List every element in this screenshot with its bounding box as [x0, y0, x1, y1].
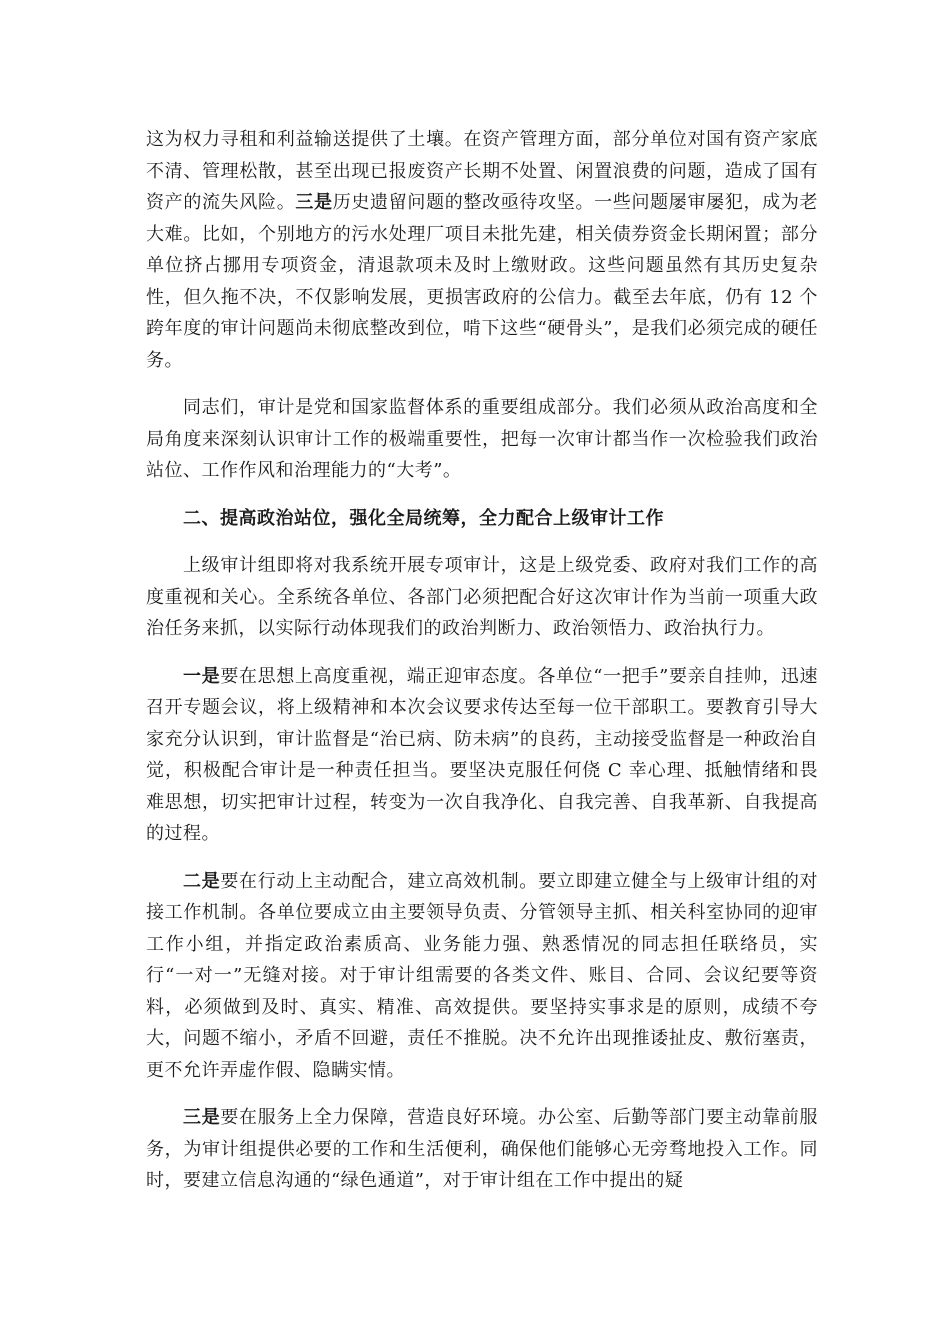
paragraph-comrades [146, 392, 818, 487]
paragraph-text: 这为权力寻租和利益输送提供了土壤。在资产管理方面，部分单位对国有资产家底不清、管理松散，甚至出现已报废资产长期不处置、闲置浪费的问题，造成了国有资产的流失风险。 [146, 129, 818, 213]
paragraph-text: 要在思想上高度重视，端正迎审态度。各单位“一把手”要亲自挂帅，迅速召开专题会议，将上级精神和本次会议要求传达至每一位干部职工。要教育引导大家充分认识到，审计监督是“治已病、防未病”的良药，主动接受监督是一种政治自觉，积极配合审计是一种责任担当。要坚决克服任何侥 C 幸心理、抵触情绪和畏难思想，切实把审计过程，转变为一次自我净化、自我完善、自我革新、自我提高的过程。 [146, 665, 819, 844]
section-heading [146, 503, 818, 535]
paragraph-intro [146, 550, 818, 645]
paragraph-lead-bold: 二是 [183, 870, 221, 892]
paragraph-lead-bold: 一是 [183, 665, 221, 687]
paragraph-text: 历史遗留问题的整改亟待攻坚。一些问题屡审屡犯，成为老大难。比如，个别地方的污水处理厂项目未批先建，相关债券资金长期闲置；部分单位挤占挪用专项资金，清退款项未及时上缴财政。这些问题虽然有其历史复杂性，但久拖不决，不仅影响发展，更损害政府的公信力。截至去年底，仍有 12 个跨年度的审计问题尚未彻底整改到位，啃下这些“硬骨头”，是我们必须完成的硬任务。 [146, 192, 819, 371]
paragraph-lead-bold: 三是 [295, 192, 333, 213]
paragraph-text: 上级审计组即将对我系统开展专项审计，这是上级党委、政府对我们工作的高度重视和关心。全系统各单位、各部门必须把配合好这次审计作为当前一项重大政治任务来抓，以实际行动体现我们的政治判断力、政治领悟力、政治执行力。 [146, 555, 818, 639]
paragraph-text: 要在行动上主动配合，建立高效机制。要立即建立健全与上级审计组的对接工作机制。各单位要成立由主要领导负责、分管领导主抓、相关科室协同的迎审工作小组，并指定政治素质高、业务能力强、熟悉情况的同志担任联络员，实行“一对一”无缝对接。对于审计组需要的各类文件、账目、合同、会议纪要等资料，必须做到及时、真实、精准、高效提供。要坚持实事求是的原则，成绩不夸大，问题不缩小，矛盾不回避，责任不推脱。决不允许出现推诿扯皮、敷衍塞责，更不允许弄虚作假、隐瞒实情。 [146, 870, 819, 1081]
document-page [146, 124, 818, 1213]
paragraph-text: 同志们，审计是党和国家监督体系的重要组成部分。我们必须从政治高度和全局角度来深刻认识审计工作的极端重要性，把每一次审计都当作一次检验我们政治站位、工作作风和治理能力的“大考”。 [146, 397, 818, 481]
paragraph-text: 要在服务上全力保障，营造良好环境。办公室、后勤等部门要主动靠前服务，为审计组提供必要的工作和生活便利，确保他们能够心无旁骛地投入工作。同时，要建立信息沟通的“绿色通道”，对于审计组在工作中提出的疑 [146, 1107, 819, 1191]
paragraph-point-three [146, 1102, 818, 1197]
paragraph-point-one [146, 661, 818, 850]
paragraph-continuation [146, 124, 818, 376]
section-heading-text: 二、提高政治站位，强化全局统筹，全力配合上级审计工作 [183, 507, 664, 529]
paragraph-lead-bold: 三是 [183, 1107, 221, 1128]
paragraph-point-two [146, 866, 818, 1087]
